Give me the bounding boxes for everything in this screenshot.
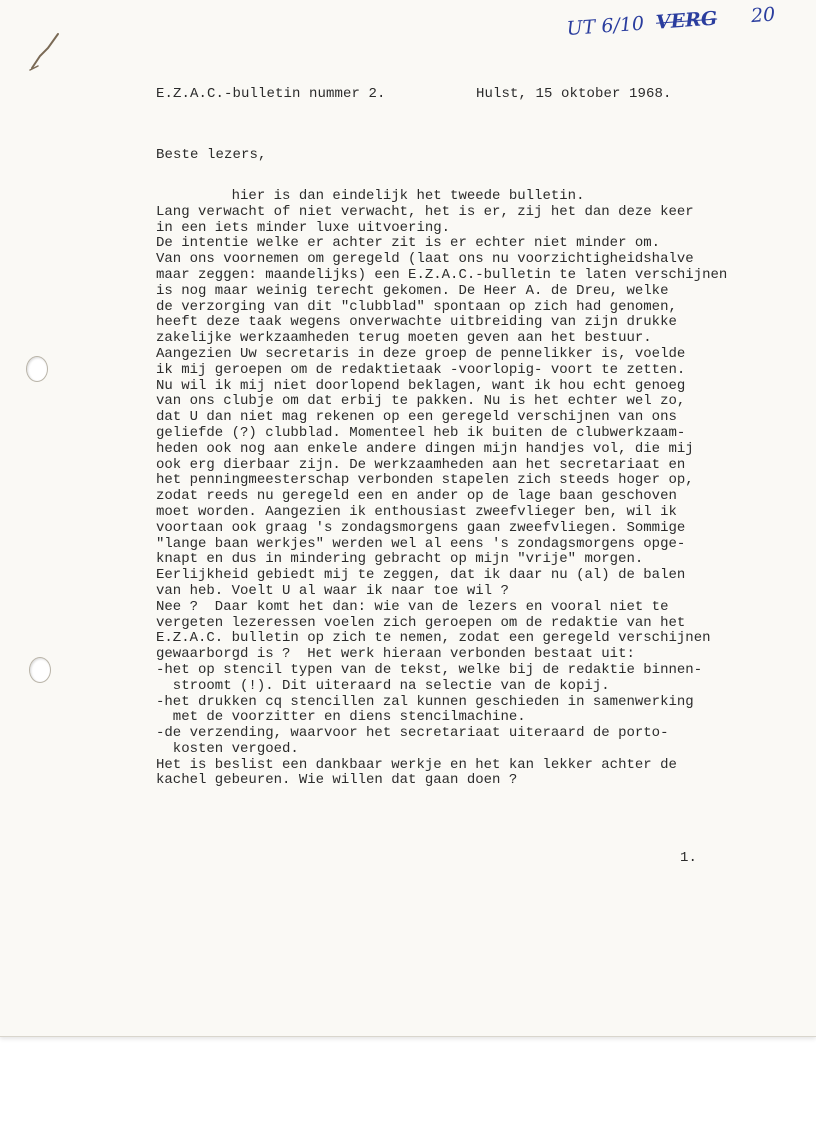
body-line: dat U dan niet mag rekenen op een geregeld verschijnen van ons — [156, 409, 677, 426]
body-line: zakelijke werkzaamheden terug moeten geven aan het bestuur. — [156, 330, 652, 347]
letter-body — [156, 189, 727, 789]
body-line: ik mij geroepen om de redaktietaak -voorlopig- voort te zetten. — [156, 361, 686, 378]
body-line: is nog maar weinig terecht gekomen. De Heer A. de Dreu, welke — [156, 282, 669, 299]
body-line: moet worden. Aangezien ik enthousiast zweefvlieger ben, wil ik — [156, 503, 677, 520]
body-line: gewaarborgd is ? Het werk hieraan verbonden bestaat uit: — [156, 646, 635, 663]
body-line: -het drukken cq stencillen zal kunnen geschieden in samenwerking — [156, 693, 694, 710]
body-line: "lange baan werkjes" werden wel al eens 's zondagsmorgens opge- — [156, 535, 686, 552]
body-line: maar zeggen: maandelijks) een E.Z.A.C.-bulletin te laten verschijnen — [156, 266, 728, 283]
punch-hole-lower — [29, 657, 51, 683]
place-date: Hulst, 15 oktober 1968. — [476, 86, 672, 102]
body-line: Eerlijkheid gebiedt mij te zeggen, dat ik daar nu (al) de balen — [156, 567, 686, 584]
body-line: kosten vergoed. — [156, 740, 299, 757]
body-line: Nu wil ik mij niet doorlopend beklagen, want ik hou echt genoeg — [156, 377, 686, 394]
body-line: van heb. Voelt U al waar ik naar toe wil ? — [156, 582, 509, 599]
body-line: de verzorging van dit "clubblad" spontaan op zich had genomen, — [156, 298, 677, 315]
bulletin-title: E.Z.A.C.-bulletin nummer 2. — [156, 86, 386, 102]
handwritten-reference: UT 6/10 — [566, 12, 645, 40]
body-line: Van ons voornemen om geregeld (laat ons nu voorzichtigheidshalve — [156, 251, 694, 268]
body-line: Lang verwacht of niet verwacht, het is er, zij het dan deze keer — [156, 203, 694, 220]
body-line: De intentie welke er achter zit is er echter niet minder om. — [156, 235, 661, 252]
body-line: heeft deze taak wegens onverwachte uitbreiding van zijn drukke — [156, 314, 677, 331]
body-line: geliefde (?) clubblad. Momenteel heb ik buiten de clubwerkzaam- — [156, 424, 686, 441]
body-line: Nee ? Daar komt het dan: wie van de lezers en vooral niet te — [156, 598, 669, 615]
body-line: vergeten lezeressen voelen zich geroepen om de redaktie van het — [156, 614, 686, 631]
body-line: -het op stencil typen van de tekst, welke bij de redaktie binnen- — [156, 661, 703, 678]
body-line: Aangezien Uw secretaris in deze groep de pennelikker is, voelde — [156, 345, 686, 362]
body-line: met de voorzitter en diens stencilmachine. — [156, 709, 526, 726]
body-line: -de verzending, waarvoor het secretariaat uiteraard de porto- — [156, 725, 669, 742]
body-line: in een iets minder luxe uitvoering. — [156, 219, 451, 236]
punch-hole-upper — [26, 356, 48, 382]
handwritten-annotation — [566, 3, 776, 40]
body-line: ook erg dierbaar zijn. De werkzaamheden aan het secretariaat en — [156, 456, 686, 473]
page-number: 1. — [680, 850, 698, 866]
salutation: Beste lezers, — [156, 147, 267, 163]
handwritten-verg: VERG — [655, 7, 718, 34]
body-line: knapt en dus in mindering gebracht op mijn "vrije" morgen. — [156, 551, 644, 568]
body-line: hier is dan eindelijk het tweede bulletin. — [156, 188, 585, 204]
body-line: E.Z.A.C. bulletin op zich te nemen, zodat een geregeld verschijnen — [156, 630, 711, 647]
body-line: stroomt (!). Dit uiteraard na selectie van de kopij. — [156, 677, 610, 694]
body-line: het penningmeesterschap verbonden stapelen zich steeds hoger op, — [156, 472, 694, 489]
body-line: Het is beslist een dankbaar werkje en het kan lekker achter de — [156, 756, 677, 773]
body-line: kachel gebeuren. Wie willen dat gaan doen ? — [156, 772, 518, 789]
body-line: voortaan ook graag 's zondagsmorgens gaan zweefvliegen. Sommige — [156, 519, 686, 536]
body-line: heden ook nog aan enkele andere dingen mijn handjes vol, die mij — [156, 440, 694, 457]
body-line: van ons clubje om dat erbij te pakken. Nu is het echter wel zo, — [156, 393, 686, 410]
body-line: zodat reeds nu geregeld een en ander op de lage baan geschoven — [156, 488, 677, 505]
pencil-tick-mark — [28, 30, 64, 74]
handwritten-number: 20 — [750, 3, 776, 28]
